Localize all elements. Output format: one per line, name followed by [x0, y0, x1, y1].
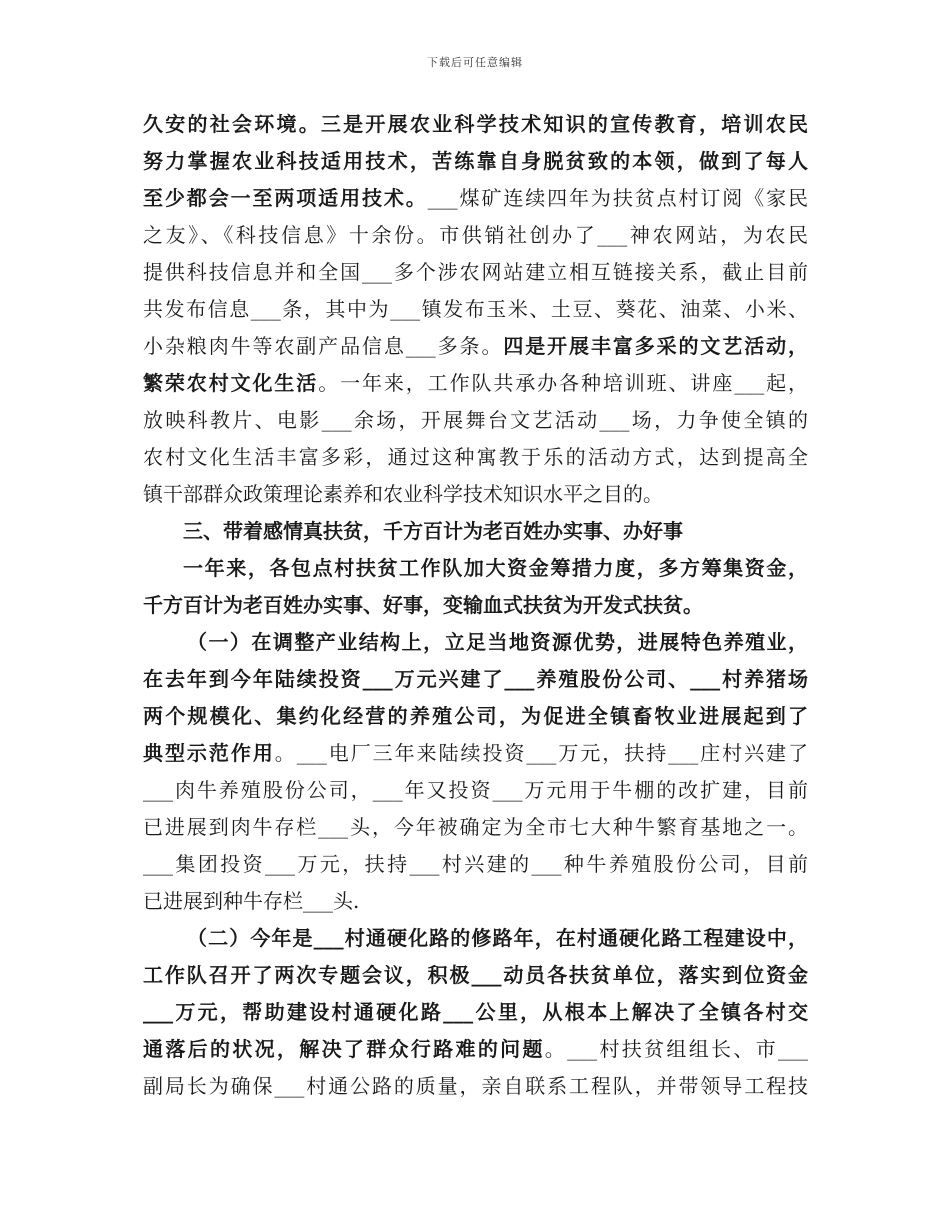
text-line [143, 994, 808, 1031]
text-line [143, 513, 808, 550]
text-segment: （一）在调整产业结构上，立足当地资源优势，进展特色养殖业， [187, 630, 808, 654]
text-segment: ___集团投资___万元，扶持___村兴建的___种牛养殖股份公司，目前 [143, 852, 808, 876]
text-line [143, 809, 808, 846]
text-segment: 。___村扶贫组组长、市___ [544, 1037, 808, 1061]
text-line [143, 698, 808, 735]
text-segment: （二）今年是___村通硬化路的修路年，在村通硬化路工程建设中， [187, 926, 808, 950]
text-line [143, 846, 808, 883]
text-line [143, 772, 808, 809]
page-header: 下载后可任意编辑 [427, 56, 523, 69]
text-segment: 提供科技信息并和全国___多个涉农网站建立相互链接关系，截止目前 [143, 260, 808, 284]
text-line [143, 217, 808, 254]
text-segment: 两个规模化、集约化经营的养殖公司，为促进全镇畜牧业进展起到了 [143, 704, 808, 728]
text-segment: ___肉牛养殖股份公司，___年又投资___万元用于牛棚的改扩建，目前 [143, 778, 808, 802]
text-segment: 繁荣农村文化生活 [143, 371, 319, 395]
text-segment: 努力掌握农业科技适用技术，苦练靠自身脱贫致的本领，做到了每人 [143, 149, 808, 173]
text-segment: 。一年来，工作队共承办各种培训班、讲座___起， [318, 371, 808, 395]
text-line [143, 735, 808, 772]
text-line [143, 920, 808, 957]
text-segment: 副局长为确保___村通公路的质量，亲自联系工程队，并带领导工程技 [143, 1074, 808, 1098]
text-line [143, 1031, 808, 1068]
text-line [143, 328, 808, 365]
text-line [143, 1068, 808, 1105]
text-segment: ___万元，帮助建设村通硬化路___公里，从根本上解决了全镇各村交 [143, 1000, 808, 1024]
text-segment: 之友》、《科技信息》十余份。市供销社创办了___神农网站，为农民 [143, 223, 808, 247]
text-line [143, 587, 808, 624]
text-segment: ___煤矿连续四年为扶贫点村订阅《家民 [427, 186, 808, 210]
text-segment: 农村文化生活丰富多彩，通过这种寓教于乐的活动方式，达到提高全 [143, 445, 808, 469]
text-segment: 至少都会一至两项适用技术。 [143, 186, 428, 210]
text-segment: 。___电厂三年来陆续投资___万元，扶持___庄村兴建了 [274, 741, 808, 765]
text-line [143, 106, 808, 143]
text-line [143, 254, 808, 291]
text-segment: 放映科教片、电影___余场，开展舞台文艺活动___场，力争使全镇的 [143, 408, 808, 432]
document-body [143, 106, 808, 1105]
text-line [143, 883, 808, 920]
text-segment: 工作队召开了两次专题会议，积极___动员各扶贫单位，落实到位资金 [143, 963, 808, 987]
text-segment: 小杂粮肉牛等农副产品信息___多条。 [143, 334, 504, 358]
text-line [143, 402, 808, 439]
text-line [143, 439, 808, 476]
text-line [143, 661, 808, 698]
text-segment: 一年来，各包点村扶贫工作队加大资金筹措力度，多方筹集资金， [183, 556, 808, 580]
text-line [143, 550, 808, 587]
text-segment: 久安的社会环境。三是开展农业科学技术知识的宣传教育，培训农民 [143, 112, 808, 136]
text-line [143, 143, 808, 180]
text-line [143, 957, 808, 994]
text-line [143, 365, 808, 402]
text-segment: 三、带着感情真扶贫，千方百计为老百姓办实事、办好事 [183, 519, 683, 543]
text-segment: 已进展到种牛存栏___头. [143, 889, 360, 913]
text-segment: 通落后的状况，解决了群众行路难的问题 [143, 1037, 545, 1061]
text-line [143, 624, 808, 661]
text-line [143, 476, 808, 513]
text-segment: 已进展到肉牛存栏___头，今年被确定为全市七大种牛繁育基地之一。 [143, 815, 808, 839]
text-line [143, 180, 808, 217]
text-segment: 四是开展丰富多采的文艺活动， [503, 334, 808, 358]
text-segment: 在去年到今年陆续投资___万元兴建了___养殖股份公司、___村养猪场 [143, 667, 808, 691]
text-segment: 千方百计为老百姓办实事、好事，变输血式扶贫为开发式扶贫。 [143, 593, 703, 617]
text-segment: 镇干部群众政策理论素养和农业科学技术知识水平之目的。 [143, 482, 663, 506]
text-line [143, 291, 808, 328]
text-segment: 典型示范作用 [143, 741, 275, 765]
text-segment: 共发布信息___条，其中为___镇发布玉米、土豆、葵花、油菜、小米、 [143, 297, 808, 321]
